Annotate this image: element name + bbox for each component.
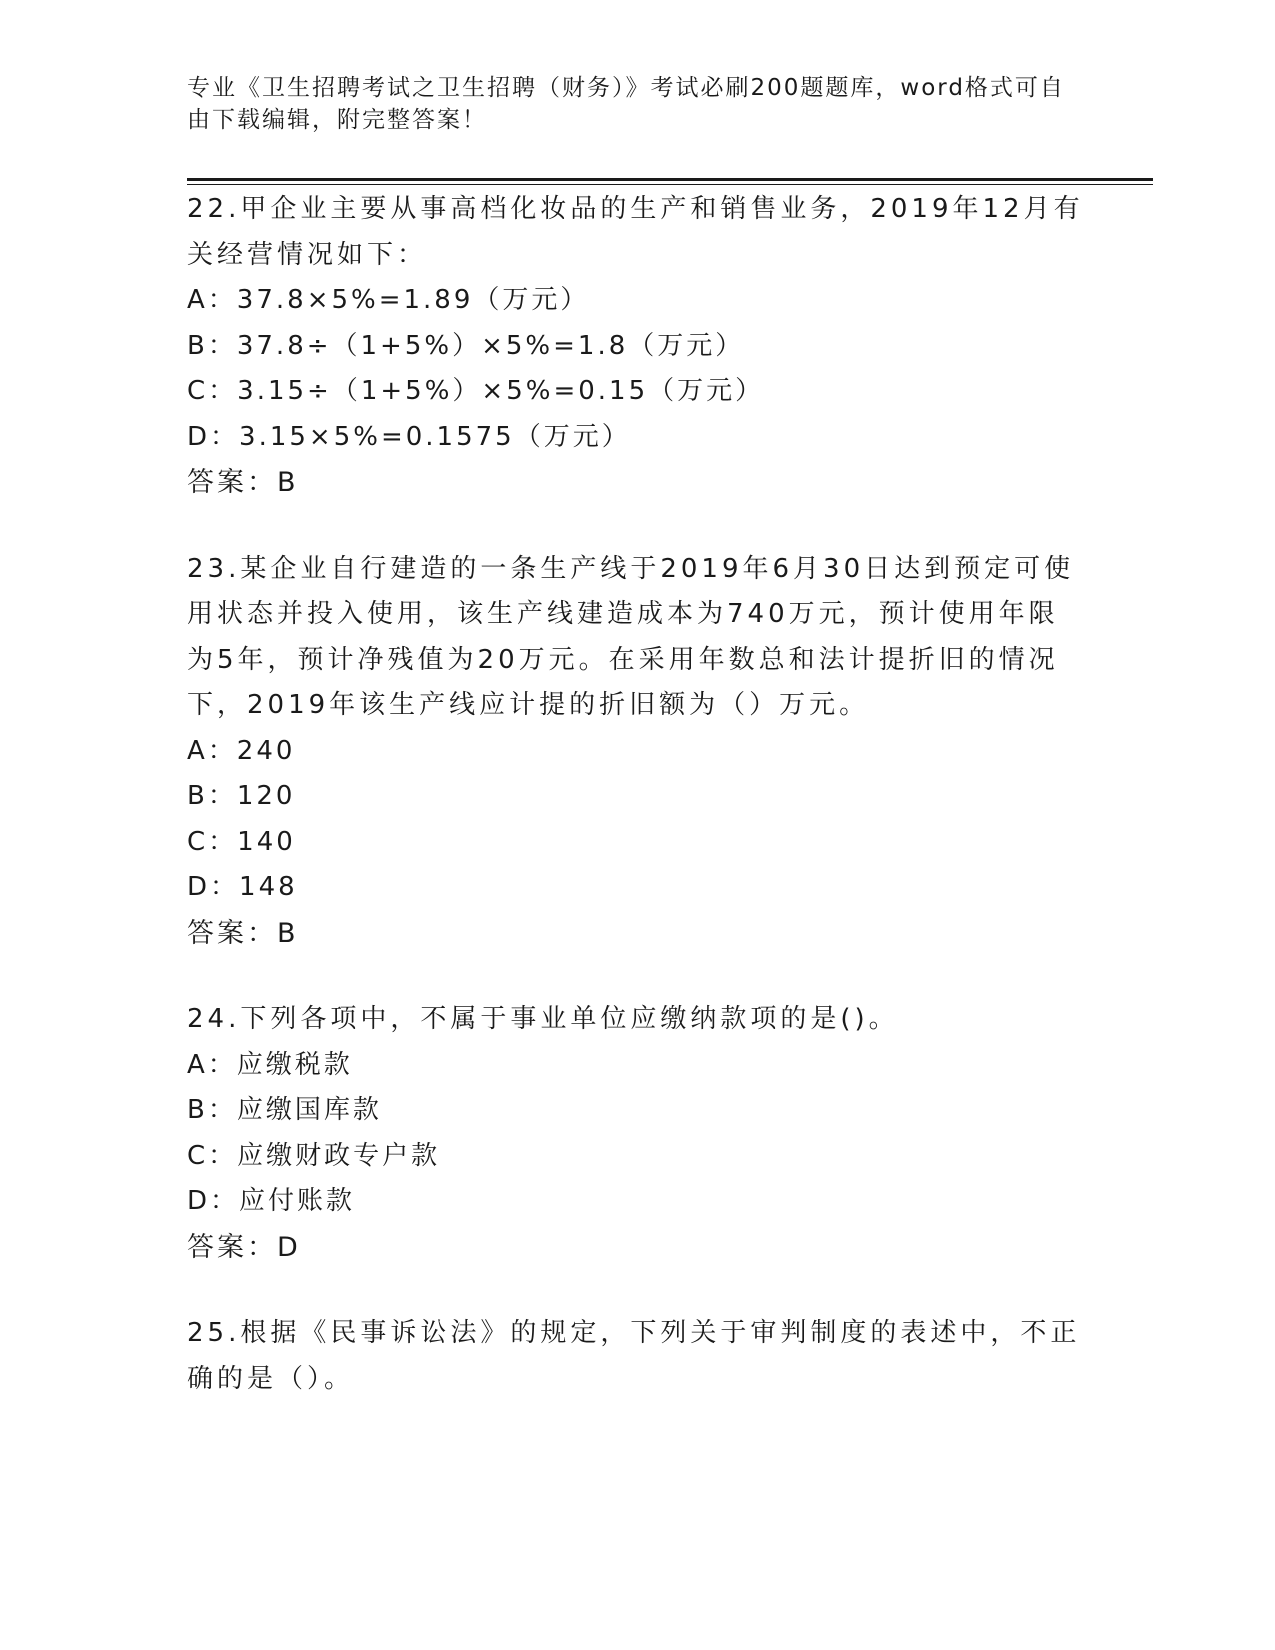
option-c — [187, 820, 1087, 866]
option-text: 120 — [236, 781, 296, 811]
option-d — [187, 1179, 1087, 1225]
option-label: C： — [187, 1140, 238, 1171]
answer-line: 答案：B — [187, 917, 299, 949]
option-text: 240 — [236, 735, 296, 766]
option-text: 3.15×5%=0.1575（万元） — [239, 421, 631, 452]
question-25 — [187, 1311, 1087, 1402]
option-label: A： — [187, 735, 237, 766]
option-label: B： — [187, 781, 237, 811]
option-text: 37.8×5%=1.89（万元） — [236, 285, 590, 315]
option-text: 应付账款 — [239, 1186, 356, 1216]
header-divider-thin — [187, 184, 1153, 185]
question-stem: 25.根据《民事诉讼法》的规定，下列关于审判制度的表述中，不正确的是（）。 — [187, 1318, 1081, 1394]
option-label: D： — [187, 421, 240, 452]
question-stem: 23.某企业自行建造的一条生产线于2019年6月30日达到预定可使用状态并投入使用，该生产线建造成本为740万元，预计使用年限为5年，预计净残值为20万元。在采用年数总和法计提折旧的情况下，2019年该生产线应计提的折旧额为（）万元。 — [187, 553, 1075, 720]
option-d — [187, 865, 1087, 911]
document-header: 专业《卫生招聘考试之卫生招聘（财务）》考试必刷200题题库，word格式可自由下载编辑，附完整答案！ — [187, 75, 1065, 133]
option-label: B： — [187, 1095, 237, 1125]
option-a — [187, 1043, 1087, 1089]
question-24 — [187, 997, 1087, 1270]
option-label: D： — [187, 1186, 240, 1216]
option-c — [187, 1134, 1087, 1180]
option-label: A： — [187, 1049, 237, 1080]
option-label: B： — [187, 330, 237, 361]
question-22 — [187, 187, 1087, 506]
option-b — [187, 774, 1087, 820]
option-text: 应缴税款 — [236, 1049, 353, 1080]
header-divider-thick — [187, 178, 1153, 181]
option-text: 140 — [237, 826, 296, 857]
answer-line: 答案：D — [187, 1231, 301, 1263]
option-label: A： — [187, 285, 237, 315]
option-label: C： — [187, 376, 238, 406]
option-a — [187, 278, 1087, 324]
option-text: 148 — [239, 872, 298, 902]
option-text: 3.15÷（1+5%）×5%=0.15（万元） — [237, 376, 765, 406]
option-text: 应缴财政专户款 — [237, 1140, 441, 1171]
option-b — [187, 1088, 1087, 1134]
option-d — [187, 415, 1087, 461]
question-stem: 24.下列各项中，不属于事业单位应缴纳款项的是()。 — [187, 1004, 899, 1034]
question-23 — [187, 547, 1087, 957]
option-text: 应缴国库款 — [236, 1095, 382, 1125]
option-label: C： — [187, 826, 238, 857]
option-label: D： — [187, 872, 240, 902]
question-list — [187, 187, 1087, 1443]
question-stem: 22.甲企业主要从事高档化妆品的生产和销售业务，2019年12月有关经营情况如下： — [187, 194, 1084, 270]
option-text: 37.8÷（1+5%）×5%=1.8（万元） — [236, 330, 745, 361]
option-b — [187, 324, 1087, 370]
answer-line: 答案：B — [187, 467, 299, 498]
option-a — [187, 729, 1087, 775]
option-c — [187, 369, 1087, 415]
